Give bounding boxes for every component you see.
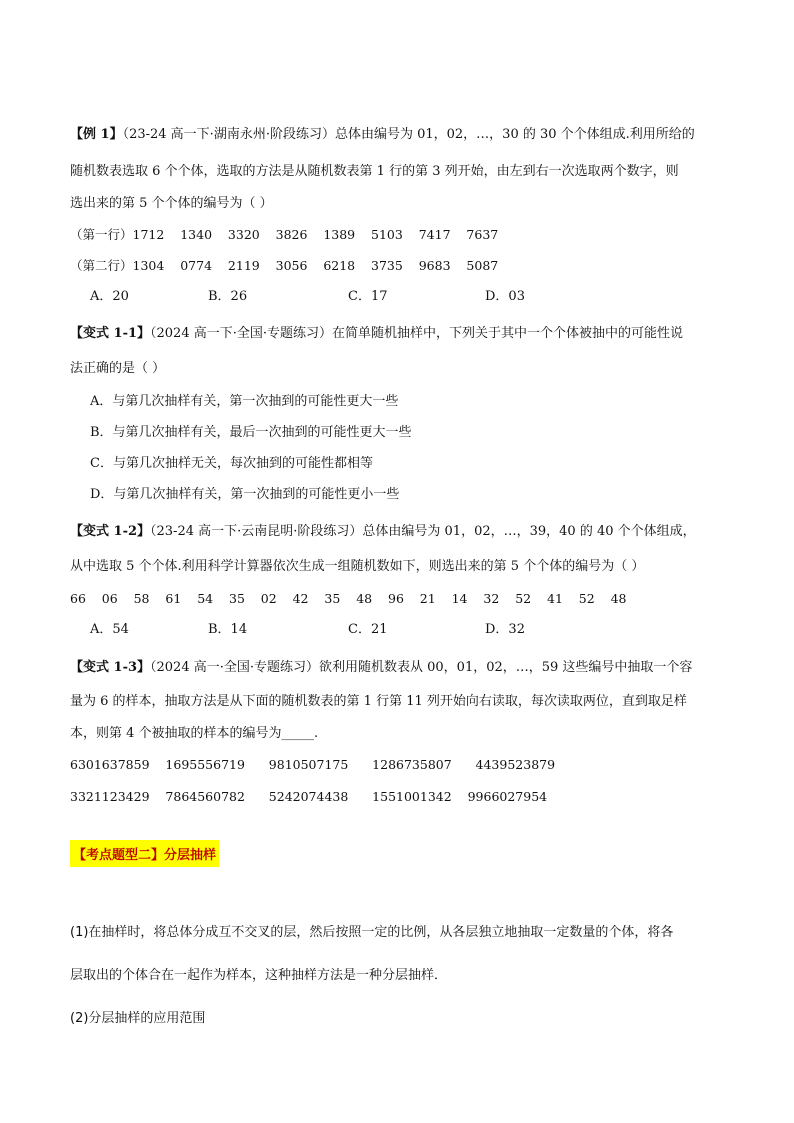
variant-1-3-line-2: 量为 6 的样本，抽取方法是从下面的随机数表的第 1 行第 11 列开始向右读取，每次读取两位，直到取足样 [70, 694, 687, 709]
paragraph-2: (2)分层抽样的应用范围 [70, 1011, 206, 1026]
option-d: D．32 [485, 622, 525, 637]
random-table-row-1: 6301637859 1695556719 9810507175 1286735807 4439523879 [70, 757, 556, 772]
option-c: C．17 [348, 289, 388, 304]
option-a: A．20 [90, 289, 129, 304]
option-c: C．21 [348, 622, 388, 637]
variant-tag: 【变式 1-2】 [70, 524, 151, 539]
option-b: B．与第几次抽样有关，最后一次抽到的可能性更大一些 [90, 425, 412, 440]
variant-tag: 【变式 1-3】 [70, 660, 151, 675]
section-heading: 【考点题型二】分层抽样 [70, 840, 219, 867]
option-a: A．54 [90, 622, 129, 637]
variant-1-3-line-3: 本，则第 4 个被抽取的样本的编号为_____. [70, 726, 319, 741]
variant-1-3-line-1: 【变式 1-3】（2024 高一·全国·专题练习）欲利用随机数表从 00，01，02，…，59 这些编号中抽取一个容 [70, 660, 693, 675]
random-table-row-1: （第一行）1712 1340 3320 3826 1389 5103 7417 7637 [70, 227, 499, 242]
example-1-line-2: 随机数表选取 6 个个体，选取的方法是从随机数表第 1 行的第 3 列开始，由左到右一次选取两个数字，则 [70, 164, 679, 179]
random-table-row-2: （第二行）1304 0774 2119 3056 6218 3735 9683 5087 [70, 258, 499, 273]
paragraph-1-line-2: 层取出的个体合在一起作为样本，这种抽样方法是一种分层抽样． [70, 968, 448, 983]
option-b: B．26 [208, 289, 248, 304]
variant-1-1-line-1: 【变式 1-1】（2024 高一下·全国·专题练习）在简单随机抽样中，下列关于其中一个个体被抽中的可能性说 [70, 326, 683, 341]
option-a: A．与第几次抽样有关，第一次抽到的可能性更大一些 [90, 394, 399, 409]
variant-1-2-line-2: 从中选取 5 个个体.利用科学计算器依次生成一组随机数如下，则选出来的第 5 个个体的编号为（ ） [70, 559, 645, 574]
example-tag: 【例 1】 [70, 127, 123, 142]
variant-1-1-line-2: 法正确的是（ ） [70, 361, 166, 376]
variant-tag: 【变式 1-1】 [70, 326, 151, 341]
paragraph-1-line-1: (1)在抽样时，将总体分成互不交叉的层，然后按照一定的比例，从各层独立地抽取一定数量的个体，将各 [70, 925, 674, 940]
option-d: D．03 [485, 289, 525, 304]
option-d: D．与第几次抽样有关，第一次抽到的可能性更小一些 [90, 487, 400, 502]
random-number-sequence: 66 06 58 61 54 35 02 42 35 48 96 21 14 32 52 41 52 48 [70, 591, 627, 606]
option-c: C．与第几次抽样无关，每次抽到的可能性都相等 [90, 456, 373, 471]
variant-1-2-line-1: 【变式 1-2】（23-24 高一下·云南昆明·阶段练习）总体由编号为 01，02，…，39，40 的 40 个个体组成， [70, 524, 696, 539]
random-table-row-2: 3321123429 7864560782 5242074438 1551001342 9966027954 [70, 789, 548, 804]
example-1-line-3: 选出来的第 5 个个体的编号为（ ） [70, 196, 273, 211]
example-1-line-1: 【例 1】（23-24 高一下·湖南永州·阶段练习）总体由编号为 01，02，…，30 的 30 个个体组成.利用所给的 [70, 127, 695, 142]
option-b: B．14 [208, 622, 248, 637]
